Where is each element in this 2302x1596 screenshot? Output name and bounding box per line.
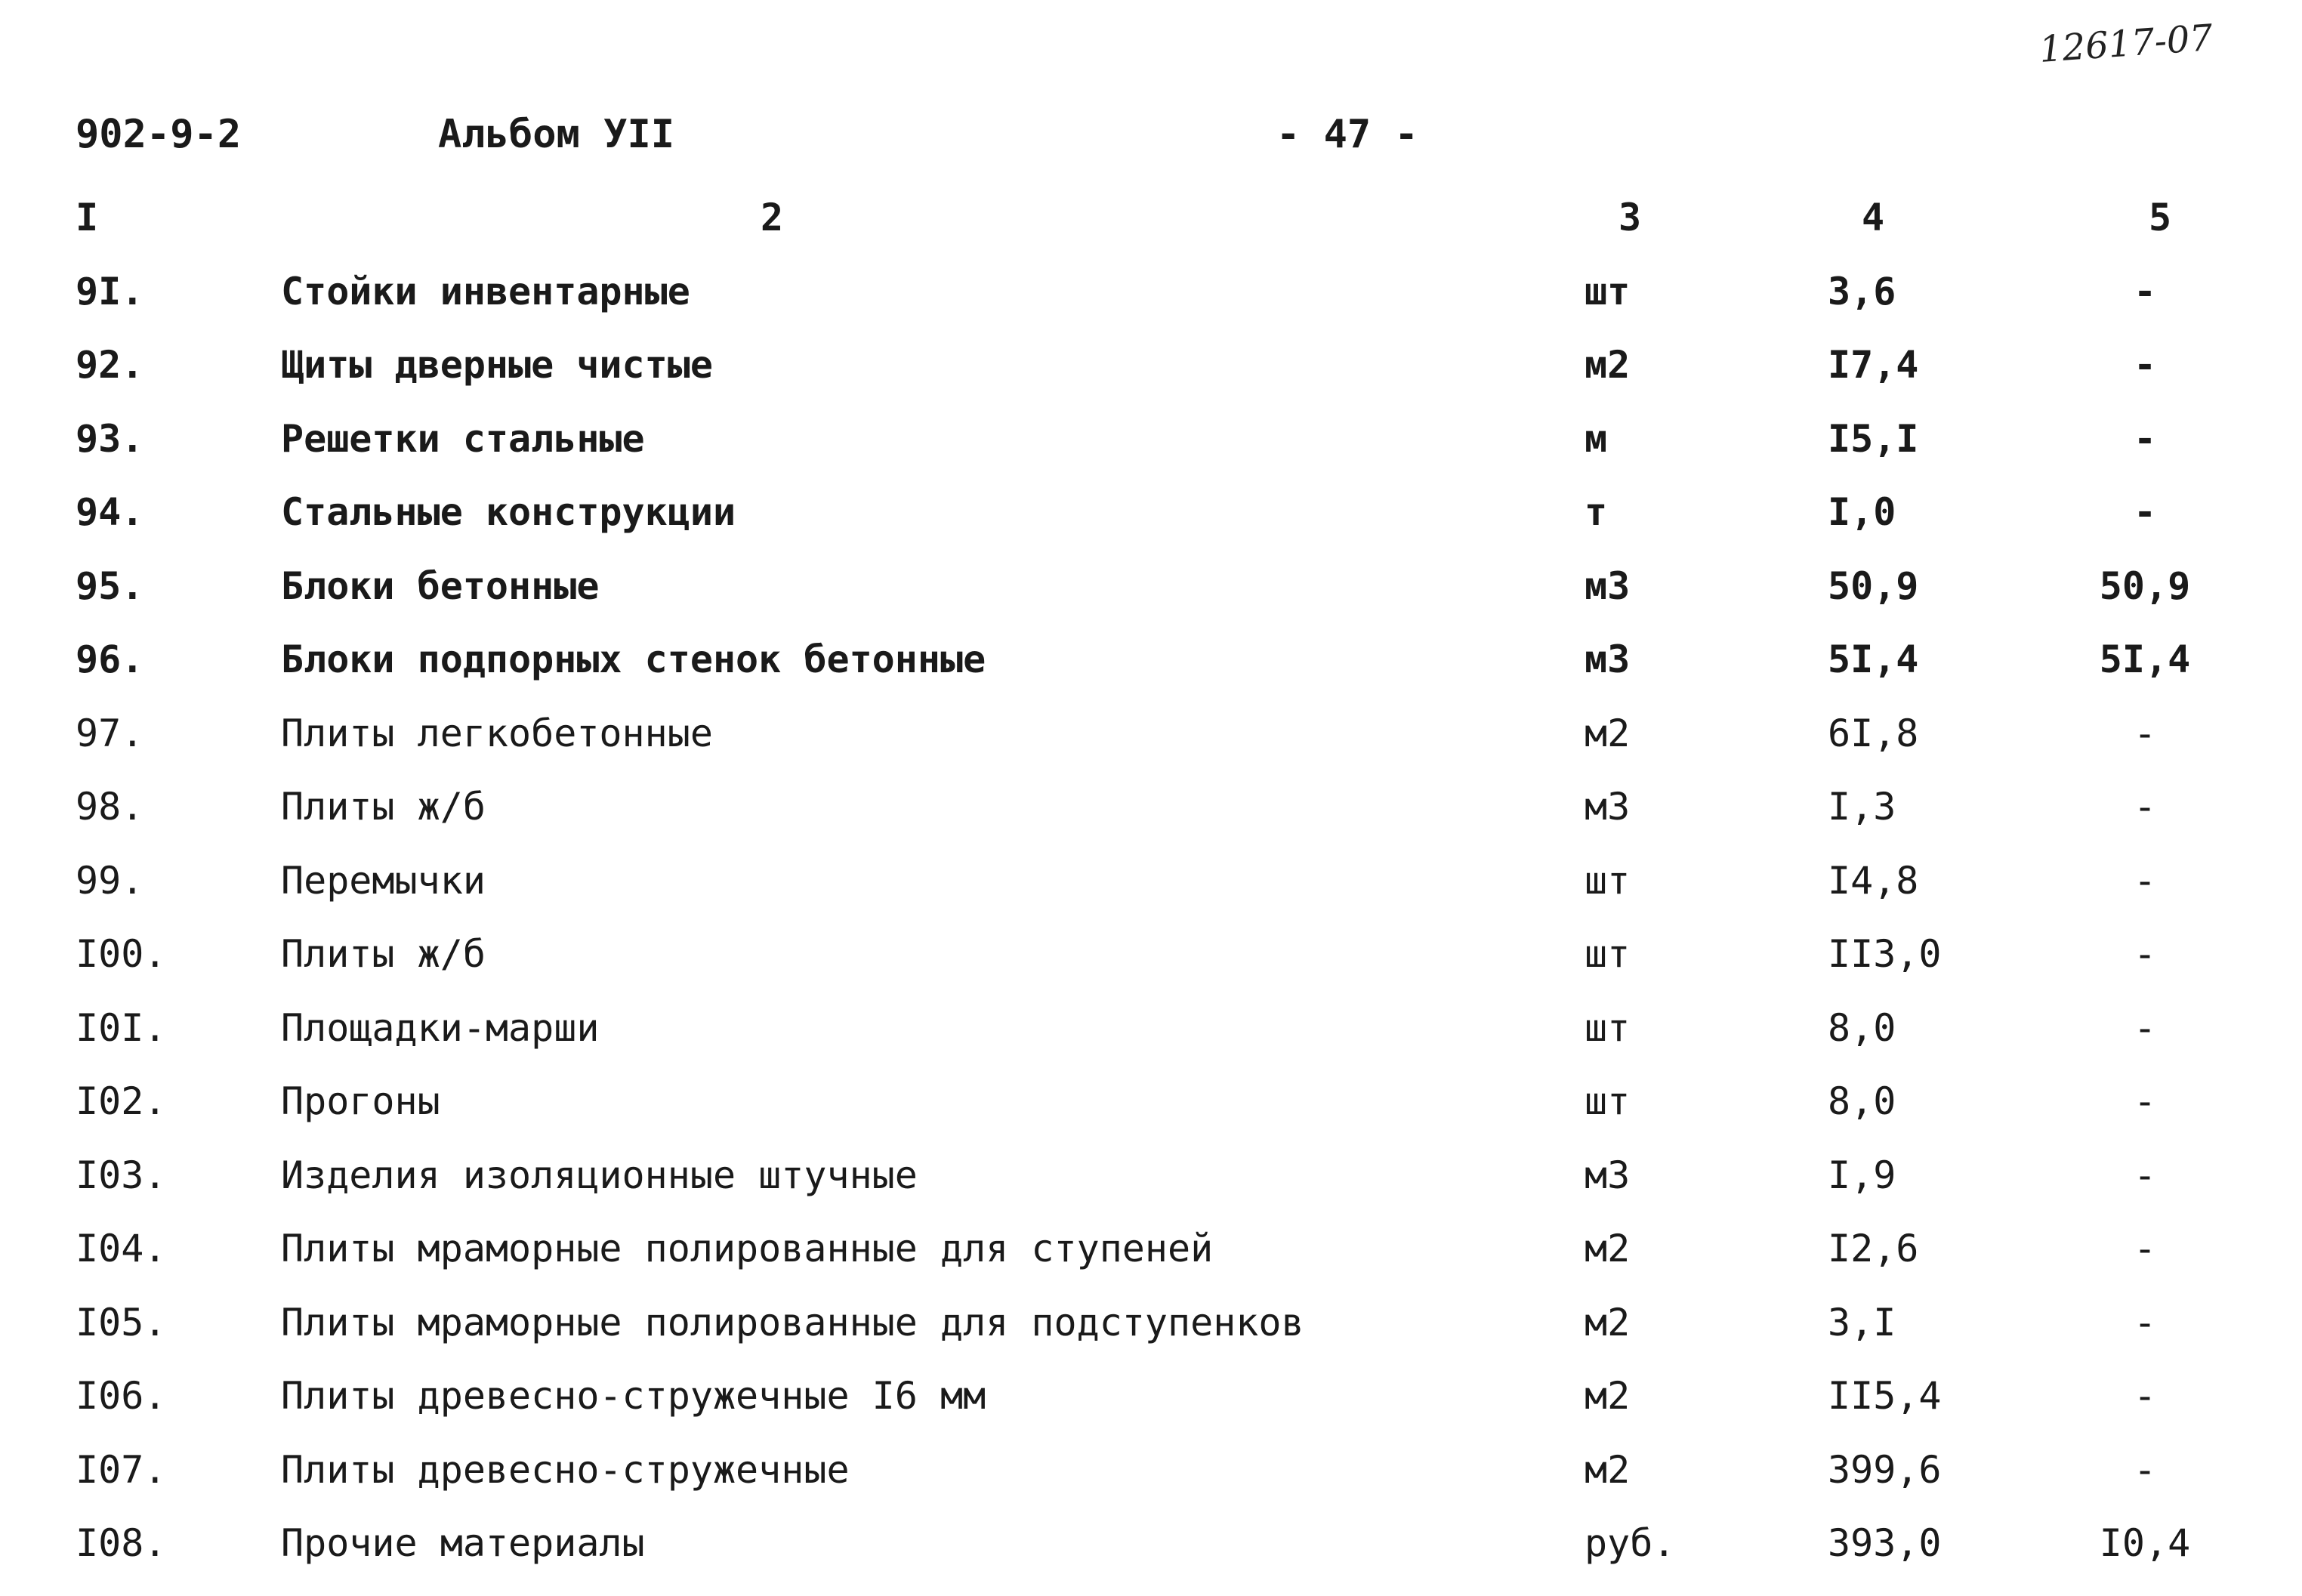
- table-body: [76, 261, 2266, 1587]
- row-item-name: Плиты ж/б: [281, 932, 486, 976]
- table-row: [76, 482, 2266, 556]
- row-extra-value: -: [2133, 1447, 2157, 1492]
- row-quantity: 8,0: [1828, 1079, 1896, 1123]
- row-quantity: I4,8: [1828, 858, 1919, 903]
- table-row: [76, 556, 2266, 630]
- row-extra-value: -: [2133, 1227, 2157, 1270]
- row-extra-value: 50,9: [2099, 563, 2191, 608]
- row-unit: м2: [1585, 1300, 1631, 1344]
- row-quantity: II5,4: [1828, 1374, 1942, 1418]
- page-number: - 47 -: [1276, 112, 1418, 157]
- row-item-name: Плиты древесно-стружечные I6 мм: [281, 1374, 986, 1418]
- row-item-name: Стальные конструкции: [281, 490, 736, 534]
- table-row: [76, 629, 2266, 703]
- row-item-name: Плиты мраморные полированные для подступенков: [281, 1300, 1304, 1344]
- row-number: I00.: [76, 932, 167, 976]
- row-quantity: I,0: [1828, 490, 1896, 534]
- row-unit: м2: [1585, 1447, 1631, 1492]
- row-item-name: Плиты ж/б: [281, 785, 486, 829]
- row-item-name: Плиты мраморные полированные для ступеней: [281, 1227, 1214, 1270]
- row-extra-value: -: [2133, 858, 2157, 903]
- row-unit: м3: [1585, 563, 1631, 608]
- row-number: 96.: [76, 637, 144, 681]
- row-unit: м3: [1585, 785, 1631, 829]
- row-quantity: I,9: [1828, 1153, 1896, 1197]
- row-unit: т: [1585, 490, 1608, 534]
- table-row: [76, 1440, 2266, 1514]
- row-quantity: 5I,4: [1828, 637, 1919, 681]
- row-extra-value: -: [2133, 1005, 2157, 1050]
- row-number: 94.: [76, 490, 144, 534]
- table-row: [76, 1292, 2266, 1366]
- row-item-name: Щиты дверные чистые: [281, 343, 713, 387]
- materials-table: [76, 187, 2266, 1587]
- row-number: I0I.: [76, 1005, 167, 1050]
- row-quantity: 6I,8: [1828, 711, 1919, 755]
- table-row: [76, 703, 2266, 777]
- row-unit: м3: [1585, 637, 1631, 681]
- row-unit: руб.: [1585, 1521, 1676, 1565]
- row-number: 9I.: [76, 269, 144, 313]
- row-quantity: 3,I: [1828, 1300, 1896, 1344]
- row-unit: м2: [1585, 1374, 1631, 1418]
- column-header-1: I: [76, 196, 99, 239]
- row-quantity: 50,9: [1828, 563, 1919, 608]
- row-item-name: Изделия изоляционные штучные: [281, 1153, 918, 1197]
- row-item-name: Перемычки: [281, 858, 486, 903]
- row-number: I08.: [76, 1521, 167, 1565]
- row-number: I07.: [76, 1447, 167, 1492]
- row-extra-value: -: [2133, 1300, 2157, 1344]
- row-item-name: Прочие материалы: [281, 1521, 645, 1565]
- table-row: [76, 261, 2266, 335]
- row-unit: шт: [1585, 269, 1631, 313]
- table-row: [76, 924, 2266, 998]
- table-row: [76, 1366, 2266, 1440]
- table-row: [76, 409, 2266, 483]
- page-header: [76, 112, 2266, 172]
- row-quantity: I2,6: [1828, 1227, 1919, 1270]
- row-number: 99.: [76, 858, 144, 903]
- row-number: I03.: [76, 1153, 167, 1197]
- row-quantity: I,3: [1828, 785, 1896, 829]
- row-extra-value: -: [2133, 343, 2157, 387]
- row-quantity: I5,I: [1828, 416, 1919, 461]
- row-item-name: Прогоны: [281, 1079, 440, 1123]
- row-extra-value: -: [2133, 1374, 2157, 1418]
- row-item-name: Решетки стальные: [281, 416, 645, 461]
- row-number: 92.: [76, 343, 144, 387]
- row-extra-value: -: [2133, 269, 2157, 313]
- row-extra-value: -: [2133, 490, 2157, 534]
- row-number: I04.: [76, 1227, 167, 1270]
- row-extra-value: -: [2133, 932, 2157, 976]
- row-number: I06.: [76, 1374, 167, 1418]
- row-quantity: 399,6: [1828, 1447, 1942, 1492]
- column-header-2: 2: [760, 196, 784, 239]
- row-item-name: Площадки-марши: [281, 1005, 600, 1050]
- table-row: [76, 850, 2266, 925]
- row-item-name: Плиты легкобетонные: [281, 711, 713, 755]
- table-row: [76, 335, 2266, 409]
- row-unit: м3: [1585, 1153, 1631, 1197]
- table-row: [76, 1145, 2266, 1219]
- album-title: Альбом УII: [438, 112, 675, 157]
- row-unit: шт: [1585, 1005, 1631, 1050]
- row-number: I05.: [76, 1300, 167, 1344]
- table-row: [76, 1071, 2266, 1145]
- table-row: [76, 1513, 2266, 1587]
- table-row: [76, 998, 2266, 1072]
- row-quantity: I7,4: [1828, 343, 1919, 387]
- row-unit: м2: [1585, 711, 1631, 755]
- row-quantity: 393,0: [1828, 1521, 1942, 1565]
- handwritten-note: 12617-07: [2038, 17, 2214, 71]
- row-item-name: Блоки бетонные: [281, 563, 600, 608]
- row-item-name: Блоки подпорных стенок бетонные: [281, 637, 986, 681]
- row-number: 93.: [76, 416, 144, 461]
- table-row: [76, 1218, 2266, 1292]
- row-quantity: II3,0: [1828, 932, 1942, 976]
- row-unit: м2: [1585, 1227, 1631, 1270]
- row-extra-value: -: [2133, 711, 2157, 755]
- column-header-5: 5: [2148, 196, 2172, 239]
- row-unit: шт: [1585, 1079, 1631, 1123]
- table-column-header: [76, 187, 2266, 261]
- row-extra-value: I0,4: [2099, 1521, 2191, 1565]
- row-quantity: 8,0: [1828, 1005, 1896, 1050]
- row-item-name: Стойки инвентарные: [281, 269, 690, 313]
- row-extra-value: -: [2133, 1153, 2157, 1197]
- row-number: 97.: [76, 711, 144, 755]
- row-unit: шт: [1585, 932, 1631, 976]
- row-extra-value: 5I,4: [2099, 637, 2191, 681]
- row-extra-value: -: [2133, 1079, 2157, 1123]
- column-header-4: 4: [1861, 196, 1885, 239]
- document-code: 902-9-2: [76, 112, 242, 157]
- row-unit: шт: [1585, 858, 1631, 903]
- row-extra-value: -: [2133, 785, 2157, 829]
- row-quantity: 3,6: [1828, 269, 1896, 313]
- row-number: 98.: [76, 785, 144, 829]
- row-extra-value: -: [2133, 416, 2157, 461]
- row-number: I02.: [76, 1079, 167, 1123]
- column-header-3: 3: [1618, 196, 1642, 239]
- row-unit: м: [1585, 416, 1608, 461]
- row-item-name: Плиты древесно-стружечные: [281, 1447, 850, 1492]
- row-number: 95.: [76, 563, 144, 608]
- table-row: [76, 776, 2266, 850]
- row-unit: м2: [1585, 343, 1631, 387]
